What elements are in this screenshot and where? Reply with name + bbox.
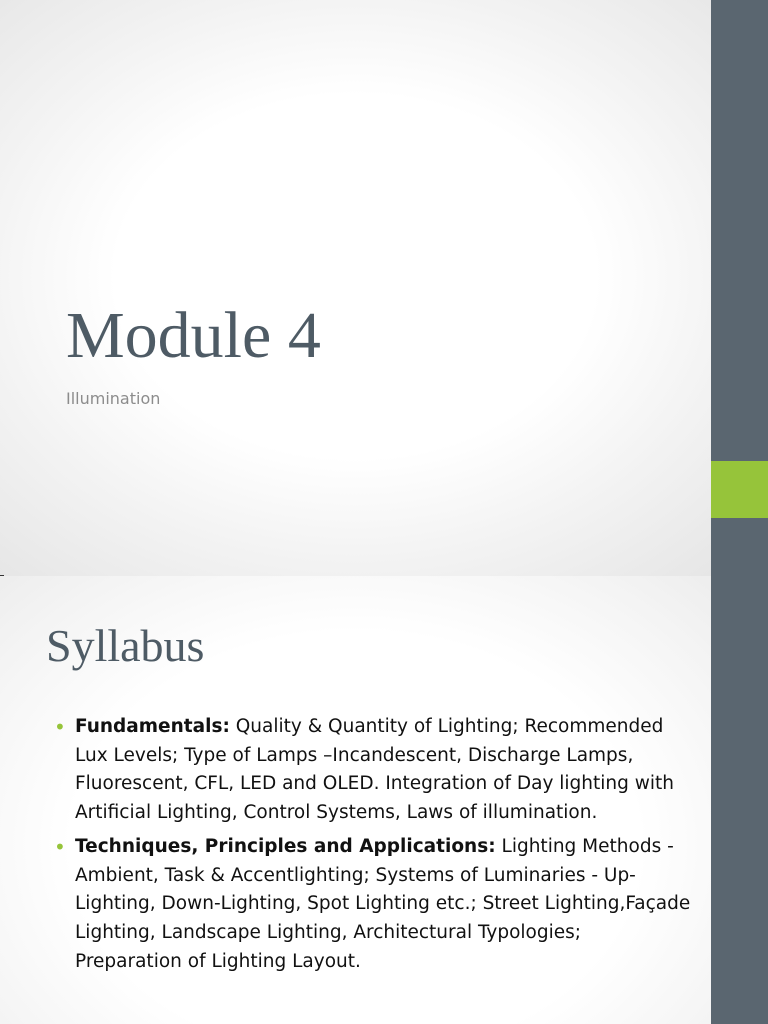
- bullet-list: [52, 713, 692, 981]
- syllabus-slide: [0, 576, 768, 1024]
- sidebar-bar: [711, 576, 768, 1024]
- slide-subtitle: Illumination: [66, 389, 161, 408]
- list-item: [52, 833, 692, 977]
- bullet-icon: •: [54, 834, 66, 859]
- bullet-label: Techniques, Principles and Applications:: [75, 835, 496, 857]
- bullet-text: Lighting Methods - Ambient, Task & Accentlighting; Systems of Luminaries - Up-Lighting, Down-Lighting, Spot Lighting etc.; Street Lighting,Façade Lighting, Landscape Lighting, Architectural Typologies; Preparation of Lighting Layout.: [75, 835, 691, 972]
- bullet-icon: •: [54, 715, 66, 739]
- slide-heading: Syllabus: [46, 620, 205, 671]
- list-item: [52, 713, 692, 828]
- bullet-text: Quality & Quantity of Lighting; Recommended Lux Levels; Type of Lamps –Incandescent, Discharge Lamps, Fluorescent, CFL, LED and OLED. Integration of Day lighting with Artificial Lighting, Control Systems, Laws of illumination.: [75, 716, 675, 824]
- accent-block: [711, 461, 768, 518]
- slide-title: Module 4: [66, 299, 321, 372]
- bullet-label: Fundamentals:: [75, 716, 230, 737]
